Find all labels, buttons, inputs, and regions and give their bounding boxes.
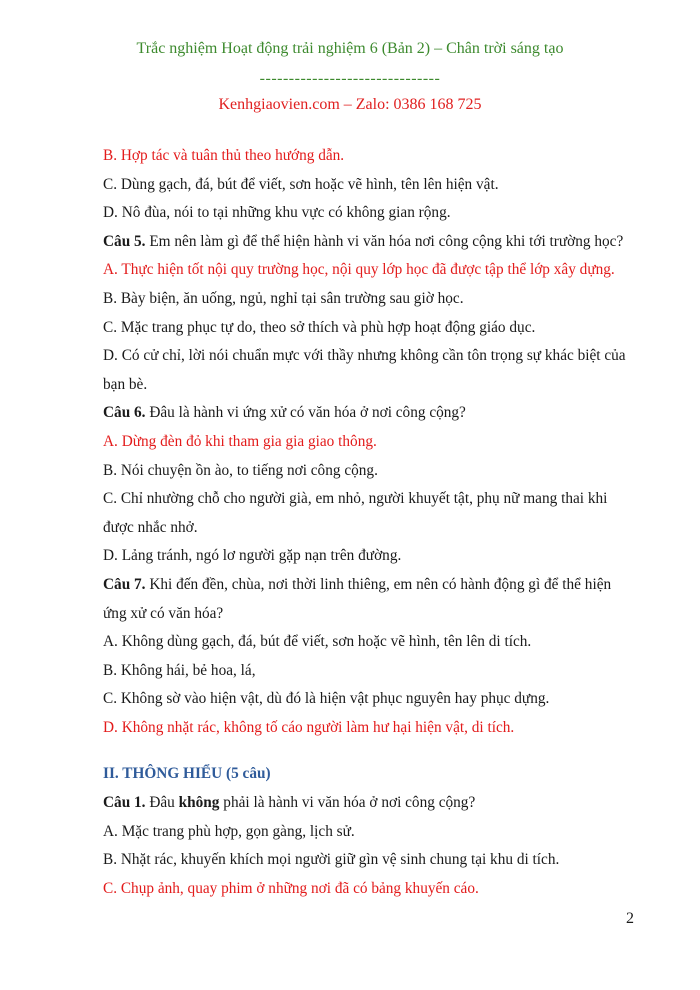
section2-question-1	[103, 789, 643, 818]
question-7	[103, 571, 643, 600]
answer-option: C. Không sờ vào hiện vật, dù đó là hiện vật phục nguyên hay phục dựng.	[103, 690, 550, 708]
answer-option: C. Dùng gạch, đá, bút để viết, sơn hoặc vẽ hình, tên lên hiện vật.	[103, 175, 499, 193]
question-emphasis: không	[178, 794, 220, 812]
answer-option-continued: bạn bè.	[103, 375, 148, 393]
answer-option: B. Bày biện, ăn uống, ngủ, nghỉ tại sân trường sau giờ học.	[103, 289, 464, 307]
question-label: Câu 5.	[103, 232, 146, 250]
header-contact: Kenhgiaovien.com – Zalo: 0386 168 725	[218, 96, 482, 113]
answer-option: A. Mặc trang phù hợp, gọn gàng, lịch sử.	[103, 822, 355, 840]
section-heading: II. THÔNG HIỂU (5 câu)	[103, 765, 271, 783]
answer-option-continued: được nhắc nhở.	[103, 518, 198, 536]
answer-correct: A. Dừng đèn đỏ khi tham gia gia giao thông.	[103, 432, 377, 450]
question-5	[103, 228, 643, 257]
answer-correct: C. Chụp ảnh, quay phim ở những nơi đã có bảng khuyến cáo.	[103, 879, 479, 897]
answer-correct: D. Không nhặt rác, không tố cáo người làm hư hại hiện vật, di tích.	[103, 718, 515, 736]
answer-option: A. Không dùng gạch, đá, bút để viết, sơn hoặc vẽ hình, tên lên di tích.	[103, 633, 532, 651]
question-text: Đâu	[145, 794, 179, 812]
answer-option: B. Không hái, bẻ hoa, lá,	[103, 661, 256, 679]
question-label: Câu 6.	[103, 404, 146, 422]
answer-option: C. Mặc trang phục tự do, theo sở thích và phù hợp hoạt động giáo dục.	[103, 318, 536, 336]
question-text: Em nên làm gì để thể hiện hành vi văn hóa nơi công cộng khi tới trường học?	[145, 232, 624, 250]
document-body	[103, 142, 643, 903]
answer-option: D. Lảng tránh, ngó lơ người gặp nạn trên đường.	[103, 547, 402, 565]
answer-correct: A. Thực hiện tốt nội quy trường học, nội quy lớp học đã được tập thể lớp xây dựng.	[103, 261, 615, 279]
answer-option: B. Nhặt rác, khuyến khích mọi người giữ gìn vệ sinh chung tại khu di tích.	[103, 851, 560, 869]
answer-option: D. Có cử chỉ, lời nói chuẩn mực với thầy nhưng không cần tôn trọng sự khác biệt của	[103, 347, 626, 365]
answer-option: D. Nô đùa, nói to tại những khu vực có không gian rộng.	[103, 204, 451, 222]
answer-option: B. Nói chuyện ồn ào, to tiếng nơi công cộng.	[103, 461, 378, 479]
question-text: Đâu là hành vi ứng xử có văn hóa ở nơi công cộng?	[145, 404, 466, 422]
question-text: Khi đến đền, chùa, nơi thời linh thiêng, em nên có hành động gì để thể hiện	[145, 575, 612, 593]
page-number: 2	[626, 910, 634, 927]
answer-option: C. Chỉ nhường chỗ cho người già, em nhỏ, người khuyết tật, phụ nữ mang thai khi	[103, 490, 608, 508]
question-label: Câu 7.	[103, 575, 146, 593]
page-header-title: Trắc nghiệm Hoạt động trải nghiệm 6 (Bản 2) – Chân trời sáng tạo	[136, 40, 564, 57]
question-label: Câu 1.	[103, 794, 146, 812]
answer-correct: B. Hợp tác và tuân thủ theo hướng dẫn.	[103, 147, 345, 164]
header-divider: -------------------------------	[259, 70, 441, 87]
question-text-continued: ứng xử có văn hóa?	[103, 604, 224, 622]
question-text: phải là hành vi văn hóa ở nơi công cộng?	[219, 794, 476, 812]
question-6	[103, 399, 643, 428]
